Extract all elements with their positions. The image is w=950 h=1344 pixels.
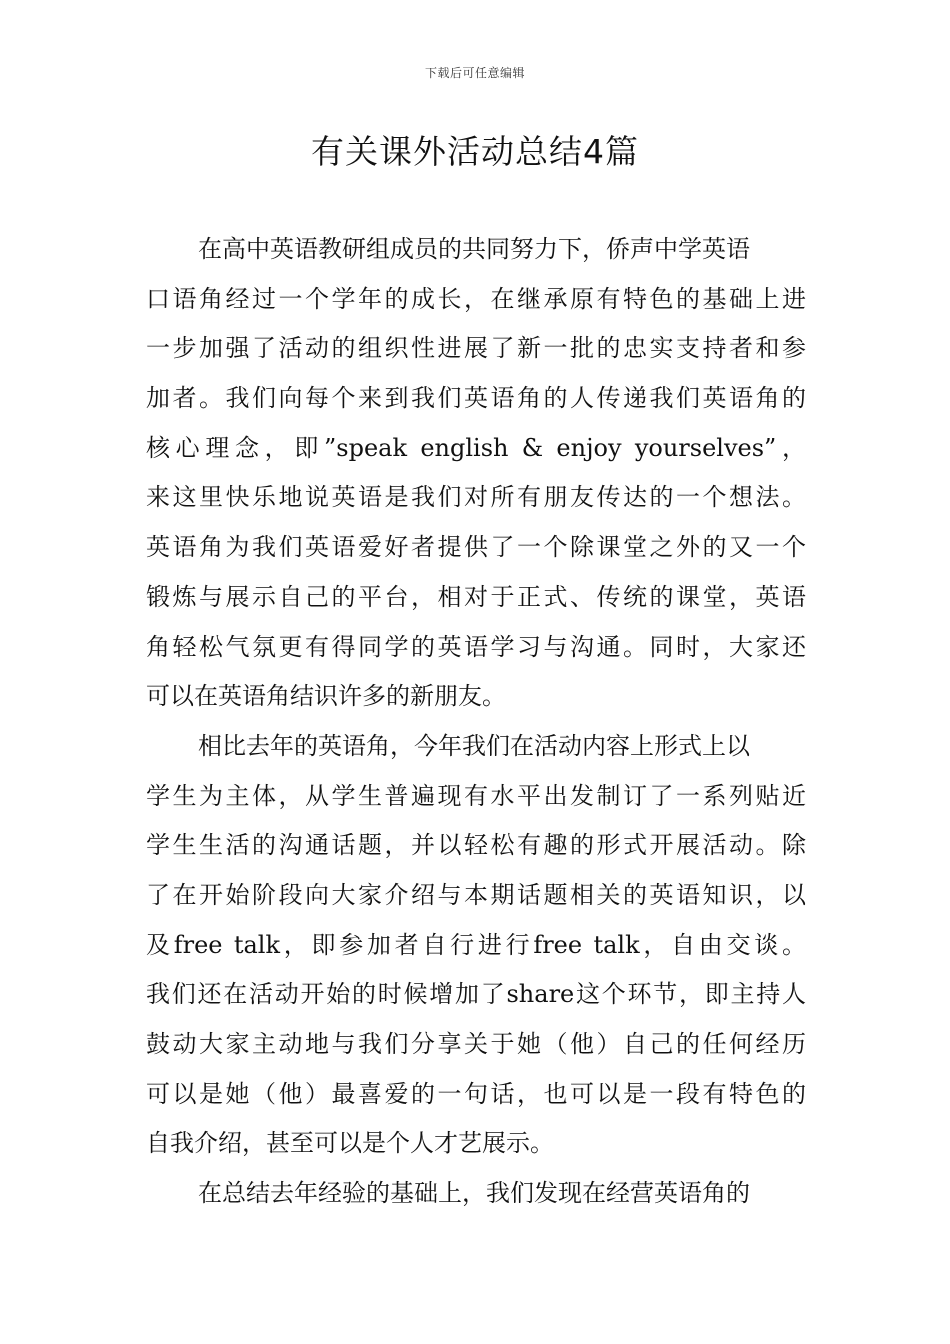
paragraph-line: 自我介绍，甚至可以是个人才艺展示。 — [146, 1129, 554, 1158]
paragraph-line: 在高中英语教研组成员的共同努力下，侨声中学英语 — [198, 235, 750, 263]
paragraph-line: 我们还在活动开始的时候增加了share这个环节，即主持人 — [146, 980, 806, 1009]
paragraph-line: 角轻松气氛更有得同学的英语学习与沟通。同时，大家还 — [146, 632, 806, 661]
paragraph-line: 及free talk，即参加者自行进行free talk，自由交谈。 — [146, 930, 806, 959]
paragraph-line: 相比去年的英语角，今年我们在活动内容上形式上以 — [198, 731, 750, 760]
paragraph-line: 锻炼与展示自己的平台，相对于正式、传统的课堂，英语 — [146, 582, 806, 611]
paragraph-line: 口语角经过一个学年的成长，在继承原有特色的基础上进 — [146, 284, 806, 313]
header-note: 下载后可任意编辑 — [424, 66, 525, 80]
paragraph-line: 可以是她（他）最喜爱的一句话，也可以是一段有特色的 — [146, 1079, 806, 1108]
paragraph-line: 一步加强了活动的组织性进展了新一批的忠实支持者和参 — [146, 334, 806, 363]
paragraph-line: 了在开始阶段向大家介绍与本期话题相关的英语知识，以 — [146, 880, 806, 909]
paragraph-line: 英语角为我们英语爱好者提供了一个除课堂之外的又一个 — [146, 533, 806, 562]
paragraph-line: 鼓动大家主动地与我们分享关于她（他）自己的任何经历 — [146, 1030, 806, 1058]
document-body — [146, 225, 806, 1219]
paragraph-line: 加者。我们向每个来到我们英语角的人传递我们英语角的 — [146, 384, 806, 413]
document-title: 有关课外活动总结4篇 — [311, 132, 639, 171]
paragraph-line: 学生为主体，从学生普遍现有水平出发制订了一系列贴近 — [146, 781, 806, 810]
paragraph-line: 核心理念，即”speak english & enjoy yourselves”， — [146, 433, 806, 462]
paragraph-line: 来这里快乐地说英语是我们对所有朋友传达的一个想法。 — [146, 483, 806, 512]
paragraph-line: 学生生活的沟通话题，并以轻松有趣的形式开展活动。除 — [146, 831, 806, 860]
paragraph-line: 在总结去年经验的基础上，我们发现在经营英语角的 — [198, 1179, 750, 1208]
paragraph-line: 可以在英语角结识许多的新朋友。 — [146, 682, 506, 711]
